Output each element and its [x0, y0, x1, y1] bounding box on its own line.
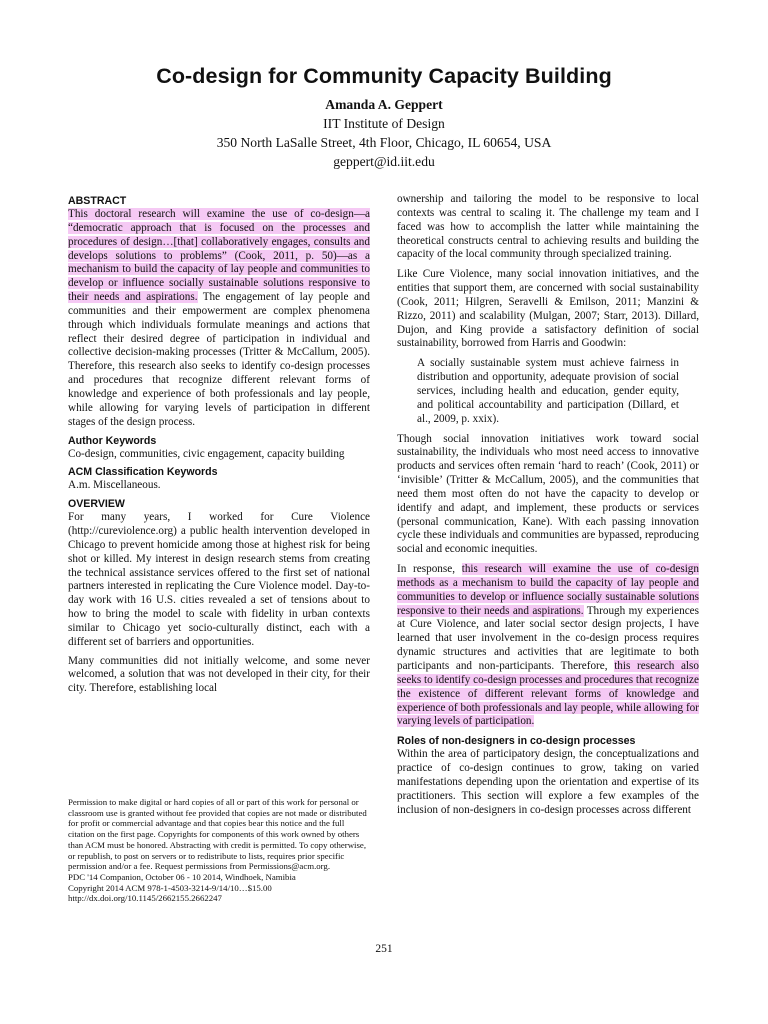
paper-title: Co-design for Community Capacity Building — [156, 64, 612, 88]
permission-text: Permission to make digital or hard copies of all or part of this work for personal or classroom use is granted without fee provided that copies are not made or distributed for profit or commercial advantage and that copies bear this notice and the full citation on the first page. Copyrights for components of this work owned by others than ACM must be honored. Abstracting with credit is permitted. To copy otherwise, or republish, to post on servers or to redistribute to lists, requires prior specific permission and/or a fee. Request permissions from Permissions@acm.org. — [68, 797, 367, 872]
p5-lead: In response, — [397, 563, 462, 576]
overview-heading: OVERVIEW — [68, 498, 125, 511]
author-affiliation: IIT Institute of Design — [323, 116, 445, 131]
doi-link[interactable]: http://dx.doi.org/10.1145/2662155.2662247 — [68, 893, 222, 904]
abstract-heading: ABSTRACT — [68, 195, 127, 207]
overview-paragraph-1: For many years, I worked for Cure Violence (http://cureviolence.org) a public health intervention developed in Chicago to prevent homicide among those at highest risk for being shot or killed. My interest in design research stems from creating the technical assistance services offered to the first set of national partners interested in replicating the Cure Violence model. Day-to-day work with 16 U.S. cities revealed a set of tensions about to how to bring the model to scale with fidelity in urban contexts similar to Chicago yet socio-culturally distinct, each with a different set of barriers and opportunities. — [68, 511, 370, 648]
overview-paragraph-2-end: ownership and tailoring the model to be responsive to local contexts was central to scaling it. The challenge my team and I faced was how to accomplish the latter while maintaining the theoretical constructs central to achieving results and building the capacity of the local community through specialized training. — [397, 193, 699, 261]
author-name: Amanda A. Geppert — [325, 97, 443, 112]
p5-highlight-1: this research will examine the use of co-design methods as a mechanism to build the capacity of lay people and communities to develop or influence socially sustainable solutions responsive to their needs and aspirations. — [397, 563, 699, 617]
overview-paragraph-4: Though social innovation initiatives work toward social sustainability, the individuals who most need access to innovative products and services often remain ‘hard to reach’ (Cook, 2011) or ‘invisible’ (Tritter & McCallum, 2005), and the communities that need them most often do not have the capacity to develop or identify and adapt, and implement, these products or services (personal communication, Kane). With each passing innovation cycle these individuals and communities are bypassed, reproducing social and economic inequities. — [397, 432, 699, 556]
block-quote: A socially sustainable system must achieve fairness in distribution and opportunity, adequate provision of social services, including health and education, gender equity, and political accountability and participation (Dillard, et al., 2009, p. xxix). — [417, 357, 679, 425]
abstract-text — [68, 208, 370, 430]
right-column — [397, 193, 699, 823]
abstract-rest: The engagement of lay people and communities and their empowerment are complex phenomena through which individuals formulate meanings and actions that reflect their desired degree of participation in individual and collective decision-making processes (Tritter & McCallum, 2005). Therefore, this research also seeks to identify co-design processes and procedures that recognize different relevant forms of knowledge and experience of both professionals and lay people, while allowing for varying levels of participation in different stages of the design process. — [68, 291, 370, 428]
p5-highlight-2: this research also seeks to identify co-design processes and procedures that recognize the existence of different relevant forms of knowledge and experience of both professionals and lay people, while allowing for varying levels of participation. — [397, 660, 699, 728]
overview-paragraph-5 — [397, 563, 699, 729]
roles-paragraph-1: Within the area of participatory design, the conceptualizations and practice of co-design continues to grow, taking on varied manifestations depending upon the orientation and expertise of its practitioners. This section will explore a few examples of the inclusion of non-designers in co-design processes across different — [397, 748, 699, 816]
abstract-highlight: This doctoral research will examine the use of co-design—a “democratic approach that is focused on the processes and procedures of design…[that] collaboratively engages, consults and develops solutions to problems” (Cook, 2011, p. 50)—as a mechanism to build the capacity of lay people and communities to develop or influence socially sustainable solutions responsive to their needs and aspirations. — [68, 208, 370, 304]
left-column — [68, 193, 370, 701]
overview-paragraph-2-start: Many communities did not initially welcome, and some never welcomed, a solution that was not developed in their city, for their city. Therefore, establishing local — [68, 654, 370, 695]
acm-keywords-heading: ACM Classification Keywords — [68, 466, 218, 479]
roles-heading: Roles of non-designers in co-design processes — [397, 735, 636, 748]
page-number: 251 — [375, 943, 393, 955]
p5-middle: Through my experiences at Cure Violence, and later social sector design projects, I have learned that user involvement in the co-design process requires dynamic structures and activities that are legitimate to both participants and non-participants. Therefore, — [397, 604, 699, 672]
author-keywords-text: Co-design, communities, civic engagement, capacity building — [68, 447, 345, 460]
copyright-info: Copyright 2014 ACM 978-1-4503-3214-9/14/10…$15.00 — [68, 882, 272, 893]
acm-keywords-text: A.m. Miscellaneous. — [68, 479, 161, 492]
overview-paragraph-3: Like Cure Violence, many social innovation initiatives, and the entities that support them, are concerned with social sustainability (Cook, 2011; Hilgren, Seravelli & Emilson, 2011; Manzini & Rizzo, 2011) and scalability (Mulgan, 2007; Starr, 2013). Dillard, Dujon, and King provide a satisfactory definition of social sustainability, borrowed from Harris and Goodwin: — [397, 268, 699, 350]
author-block — [0, 95, 768, 171]
permission-block — [68, 797, 368, 904]
conference-info: PDC '14 Companion, October 06 - 10 2014, Windhoek, Namibia — [68, 871, 296, 882]
author-keywords-heading: Author Keywords — [68, 434, 157, 447]
author-email[interactable]: geppert@id.iit.edu — [333, 154, 435, 169]
author-address: 350 North LaSalle Street, 4th Floor, Chicago, IL 60654, USA — [216, 135, 552, 150]
